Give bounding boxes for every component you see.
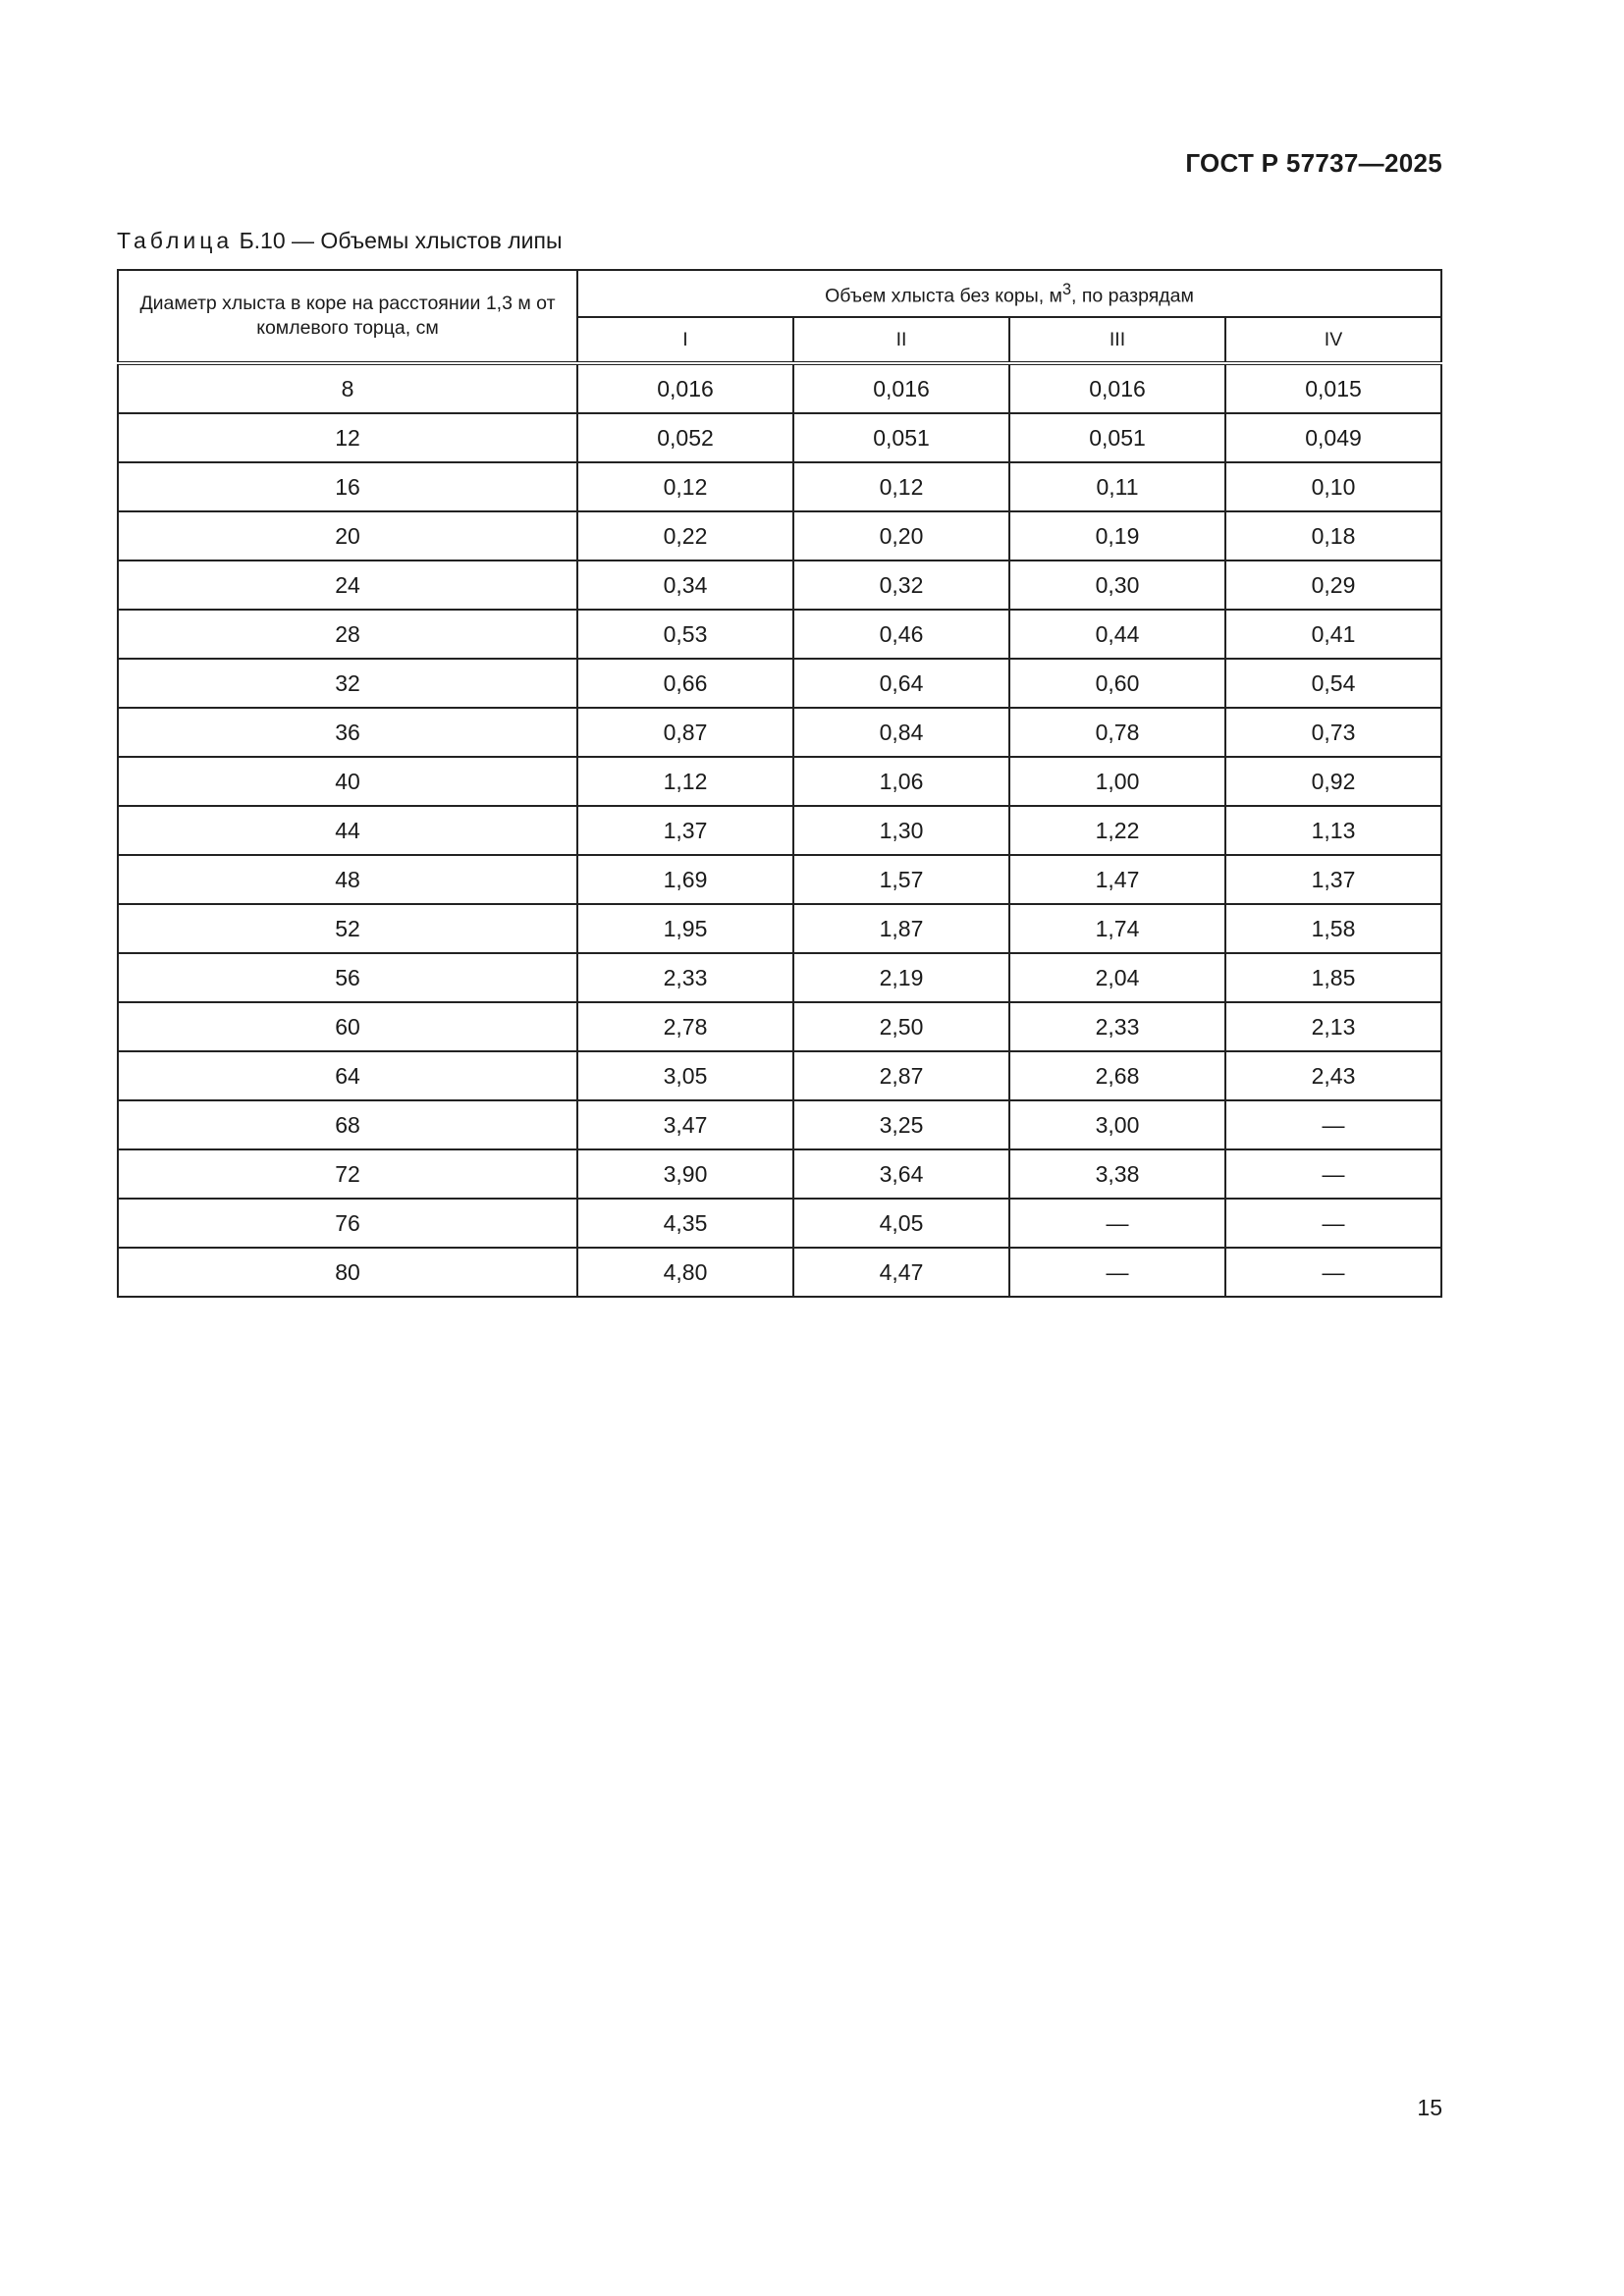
stub-header: Диаметр хлыста в коре на расстоянии 1,3 м от комлевого торца, см xyxy=(118,270,577,363)
volume-cell: 0,73 xyxy=(1225,708,1441,757)
table-caption-label: Таблица xyxy=(117,228,234,253)
table-header xyxy=(118,270,1441,363)
volume-cell: 3,00 xyxy=(1009,1100,1225,1149)
volume-cell: 2,50 xyxy=(793,1002,1009,1051)
volume-cell: 0,016 xyxy=(577,363,793,413)
volume-cell: 0,016 xyxy=(793,363,1009,413)
volume-cell: 0,44 xyxy=(1009,610,1225,659)
table-row xyxy=(118,855,1441,904)
diameter-cell: 44 xyxy=(118,806,577,855)
volume-cell: 4,05 xyxy=(793,1199,1009,1248)
volume-cell: 2,04 xyxy=(1009,953,1225,1002)
volume-cell: — xyxy=(1009,1199,1225,1248)
diameter-cell: 40 xyxy=(118,757,577,806)
volume-cell: 3,90 xyxy=(577,1149,793,1199)
group-header-sup: 3 xyxy=(1061,281,1072,299)
diameter-cell: 16 xyxy=(118,462,577,511)
volume-cell: 0,22 xyxy=(577,511,793,561)
diameter-cell: 80 xyxy=(118,1248,577,1297)
volume-cell: 1,69 xyxy=(577,855,793,904)
diameter-cell: 72 xyxy=(118,1149,577,1199)
diameter-cell: 48 xyxy=(118,855,577,904)
diameter-cell: 36 xyxy=(118,708,577,757)
diameter-cell: 20 xyxy=(118,511,577,561)
diameter-cell: 56 xyxy=(118,953,577,1002)
volume-cell: 0,19 xyxy=(1009,511,1225,561)
volume-cell: 0,41 xyxy=(1225,610,1441,659)
volume-cell: 0,29 xyxy=(1225,561,1441,610)
volume-cell: 1,74 xyxy=(1009,904,1225,953)
table-row xyxy=(118,610,1441,659)
volume-cell: 0,92 xyxy=(1225,757,1441,806)
volume-table xyxy=(117,269,1442,1298)
table-row xyxy=(118,413,1441,462)
volume-cell: 0,78 xyxy=(1009,708,1225,757)
table-row xyxy=(118,462,1441,511)
volume-cell: 1,30 xyxy=(793,806,1009,855)
diameter-cell: 60 xyxy=(118,1002,577,1051)
volume-cell: 2,19 xyxy=(793,953,1009,1002)
volume-cell: 0,20 xyxy=(793,511,1009,561)
volume-cell: 1,87 xyxy=(793,904,1009,953)
page-number: 15 xyxy=(1417,2095,1442,2120)
table-row xyxy=(118,904,1441,953)
class-header: I xyxy=(577,317,793,363)
volume-cell: 2,87 xyxy=(793,1051,1009,1100)
volume-cell: 4,47 xyxy=(793,1248,1009,1297)
volume-cell: 0,64 xyxy=(793,659,1009,708)
volume-cell: 2,68 xyxy=(1009,1051,1225,1100)
volume-cell: 3,64 xyxy=(793,1149,1009,1199)
volume-cell: 0,12 xyxy=(793,462,1009,511)
diameter-cell: 68 xyxy=(118,1100,577,1149)
volume-cell: — xyxy=(1225,1248,1441,1297)
volume-cell: 0,015 xyxy=(1225,363,1441,413)
class-header: IV xyxy=(1225,317,1441,363)
volume-cell: 1,37 xyxy=(577,806,793,855)
diameter-cell: 24 xyxy=(118,561,577,610)
class-header: II xyxy=(793,317,1009,363)
group-header-prefix: Объем хлыста без коры, м xyxy=(825,285,1062,307)
volume-cell: 1,13 xyxy=(1225,806,1441,855)
volume-cell: 0,10 xyxy=(1225,462,1441,511)
volume-cell: 0,66 xyxy=(577,659,793,708)
volume-cell: 0,46 xyxy=(793,610,1009,659)
volume-cell: 1,95 xyxy=(577,904,793,953)
volume-cell: — xyxy=(1225,1100,1441,1149)
volume-cell: 0,34 xyxy=(577,561,793,610)
group-header xyxy=(577,270,1441,317)
volume-cell: 2,33 xyxy=(577,953,793,1002)
diameter-cell: 76 xyxy=(118,1199,577,1248)
volume-cell: 1,57 xyxy=(793,855,1009,904)
volume-cell: 4,35 xyxy=(577,1199,793,1248)
volume-cell: 0,53 xyxy=(577,610,793,659)
volume-cell: 0,016 xyxy=(1009,363,1225,413)
table-row xyxy=(118,757,1441,806)
volume-cell: 2,13 xyxy=(1225,1002,1441,1051)
volume-cell: 0,32 xyxy=(793,561,1009,610)
volume-cell: 0,051 xyxy=(1009,413,1225,462)
volume-cell: 3,47 xyxy=(577,1100,793,1149)
volume-cell: — xyxy=(1225,1199,1441,1248)
volume-cell: 2,78 xyxy=(577,1002,793,1051)
volume-cell: 0,052 xyxy=(577,413,793,462)
volume-cell: 0,60 xyxy=(1009,659,1225,708)
diameter-cell: 52 xyxy=(118,904,577,953)
diameter-cell: 64 xyxy=(118,1051,577,1100)
volume-cell: 0,84 xyxy=(793,708,1009,757)
volume-cell: 0,87 xyxy=(577,708,793,757)
volume-cell: 1,85 xyxy=(1225,953,1441,1002)
table-row xyxy=(118,1100,1441,1149)
volume-cell: 1,22 xyxy=(1009,806,1225,855)
volume-cell: 0,18 xyxy=(1225,511,1441,561)
volume-cell: 1,06 xyxy=(793,757,1009,806)
diameter-cell: 32 xyxy=(118,659,577,708)
volume-cell: — xyxy=(1009,1248,1225,1297)
volume-cell: 1,00 xyxy=(1009,757,1225,806)
table-row xyxy=(118,363,1441,413)
table-row xyxy=(118,953,1441,1002)
group-header-suffix: , по разрядам xyxy=(1071,285,1194,307)
volume-cell: 0,049 xyxy=(1225,413,1441,462)
table-row xyxy=(118,806,1441,855)
volume-cell: 4,80 xyxy=(577,1248,793,1297)
volume-cell: 1,12 xyxy=(577,757,793,806)
table-row xyxy=(118,1002,1441,1051)
volume-cell: 1,58 xyxy=(1225,904,1441,953)
table-caption xyxy=(117,228,563,254)
volume-cell: 0,30 xyxy=(1009,561,1225,610)
table-row xyxy=(118,1248,1441,1297)
table-caption-text: Б.10 — Объемы хлыстов липы xyxy=(239,228,563,253)
volume-cell: 0,12 xyxy=(577,462,793,511)
table-row xyxy=(118,511,1441,561)
volume-cell: 3,38 xyxy=(1009,1149,1225,1199)
table-row xyxy=(118,561,1441,610)
document-code: ГОСТ Р 57737—2025 xyxy=(1185,148,1442,178)
volume-cell: 0,051 xyxy=(793,413,1009,462)
table-row xyxy=(118,1051,1441,1100)
volume-cell: 0,11 xyxy=(1009,462,1225,511)
volume-cell: 1,47 xyxy=(1009,855,1225,904)
class-header: III xyxy=(1009,317,1225,363)
volume-cell: 1,37 xyxy=(1225,855,1441,904)
table-row xyxy=(118,1199,1441,1248)
table-row xyxy=(118,1149,1441,1199)
volume-cell: 3,05 xyxy=(577,1051,793,1100)
volume-cell: — xyxy=(1225,1149,1441,1199)
volume-cell: 2,33 xyxy=(1009,1002,1225,1051)
table-body xyxy=(118,363,1441,1297)
volume-cell: 3,25 xyxy=(793,1100,1009,1149)
volume-cell: 0,54 xyxy=(1225,659,1441,708)
table-row xyxy=(118,708,1441,757)
diameter-cell: 28 xyxy=(118,610,577,659)
diameter-cell: 12 xyxy=(118,413,577,462)
volume-cell: 2,43 xyxy=(1225,1051,1441,1100)
diameter-cell: 8 xyxy=(118,363,577,413)
table-row xyxy=(118,659,1441,708)
